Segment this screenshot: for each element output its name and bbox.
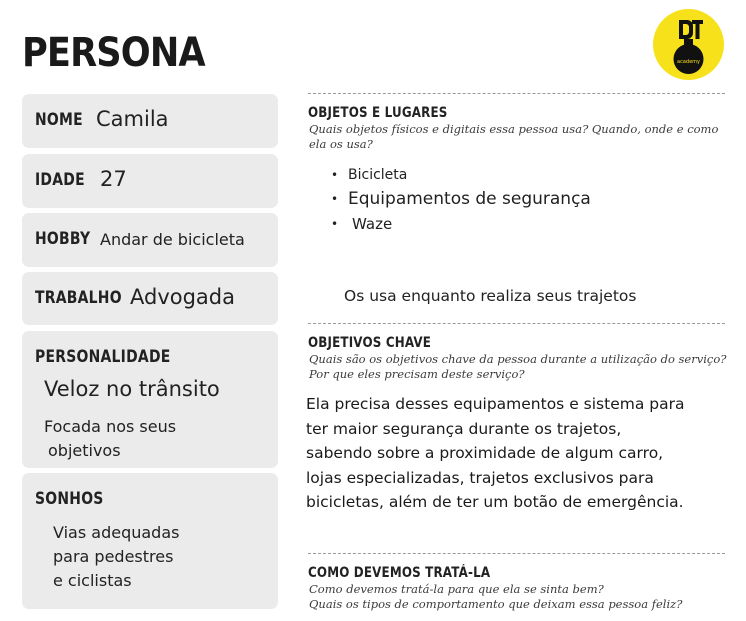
personality-main: Veloz no trânsito: [44, 377, 220, 401]
divider: [308, 553, 725, 554]
job-value: Advogada: [130, 285, 235, 309]
page-title: PERSONA: [22, 30, 205, 76]
list-item: • Bicicleta: [328, 164, 591, 186]
objects-question: Quais objetos físicos e digitais essa pessoa usa? Quando, onde e como ela os usa?: [309, 122, 719, 151]
name-card: [22, 94, 278, 148]
divider: [308, 93, 725, 94]
age-value: 27: [100, 167, 127, 191]
svg-text:academy: academy: [677, 59, 700, 65]
treatment-question: Como devemos tratá-la para que ela se sinta bem? Quais os tipos de comportamento que deixam essa pessoa feliz?: [309, 582, 683, 611]
list-item: • Waze: [328, 212, 591, 236]
divider: [308, 323, 725, 324]
objects-heading: OBJETOS E LUGARES: [308, 105, 448, 121]
goals-heading: OBJETIVOS CHAVE: [308, 335, 432, 351]
personality-label: PERSONALIDADE: [35, 347, 171, 367]
treatment-heading: COMO DEVEMOS TRATÁ-LA: [308, 565, 491, 581]
objects-list: [328, 164, 591, 236]
logo-mark-icon: [653, 9, 724, 80]
age-card: [22, 154, 278, 208]
hobby-label: HOBBY: [35, 229, 91, 249]
job-card: [22, 272, 278, 325]
dreams-label: SONHOS: [35, 489, 104, 509]
name-value: Camila: [96, 107, 169, 131]
dreams-card: [22, 473, 278, 609]
personality-detail: Focada nos seus objetivos: [44, 417, 177, 460]
age-label: IDADE: [35, 170, 85, 190]
academy-logo: [653, 9, 724, 80]
goals-answer: Ela precisa desses equipamentos e sistema para ter maior segurança durante os trajetos, sabendo sobre a proximidade de algum carro, lojas especializadas, trajetos exclusivos para bicicletas, além de ter um botão de emergência.: [306, 395, 685, 511]
objects-note: Os usa enquanto realiza seus trajetos: [344, 287, 637, 305]
list-item: • Equipamentos de segurança: [328, 186, 591, 212]
hobby-value: Andar de bicicleta: [100, 230, 245, 249]
job-label: TRABALHO: [35, 288, 122, 308]
personality-card: [22, 331, 278, 468]
dreams-list: Vias adequadas para pedestres e ciclistas: [53, 523, 180, 590]
goals-question: Quais são os objetivos chave da pessoa durante a utilização do serviço? Por que eles precisam deste serviço?: [309, 352, 727, 381]
name-label: NOME: [35, 110, 83, 130]
hobby-card: [22, 213, 278, 267]
